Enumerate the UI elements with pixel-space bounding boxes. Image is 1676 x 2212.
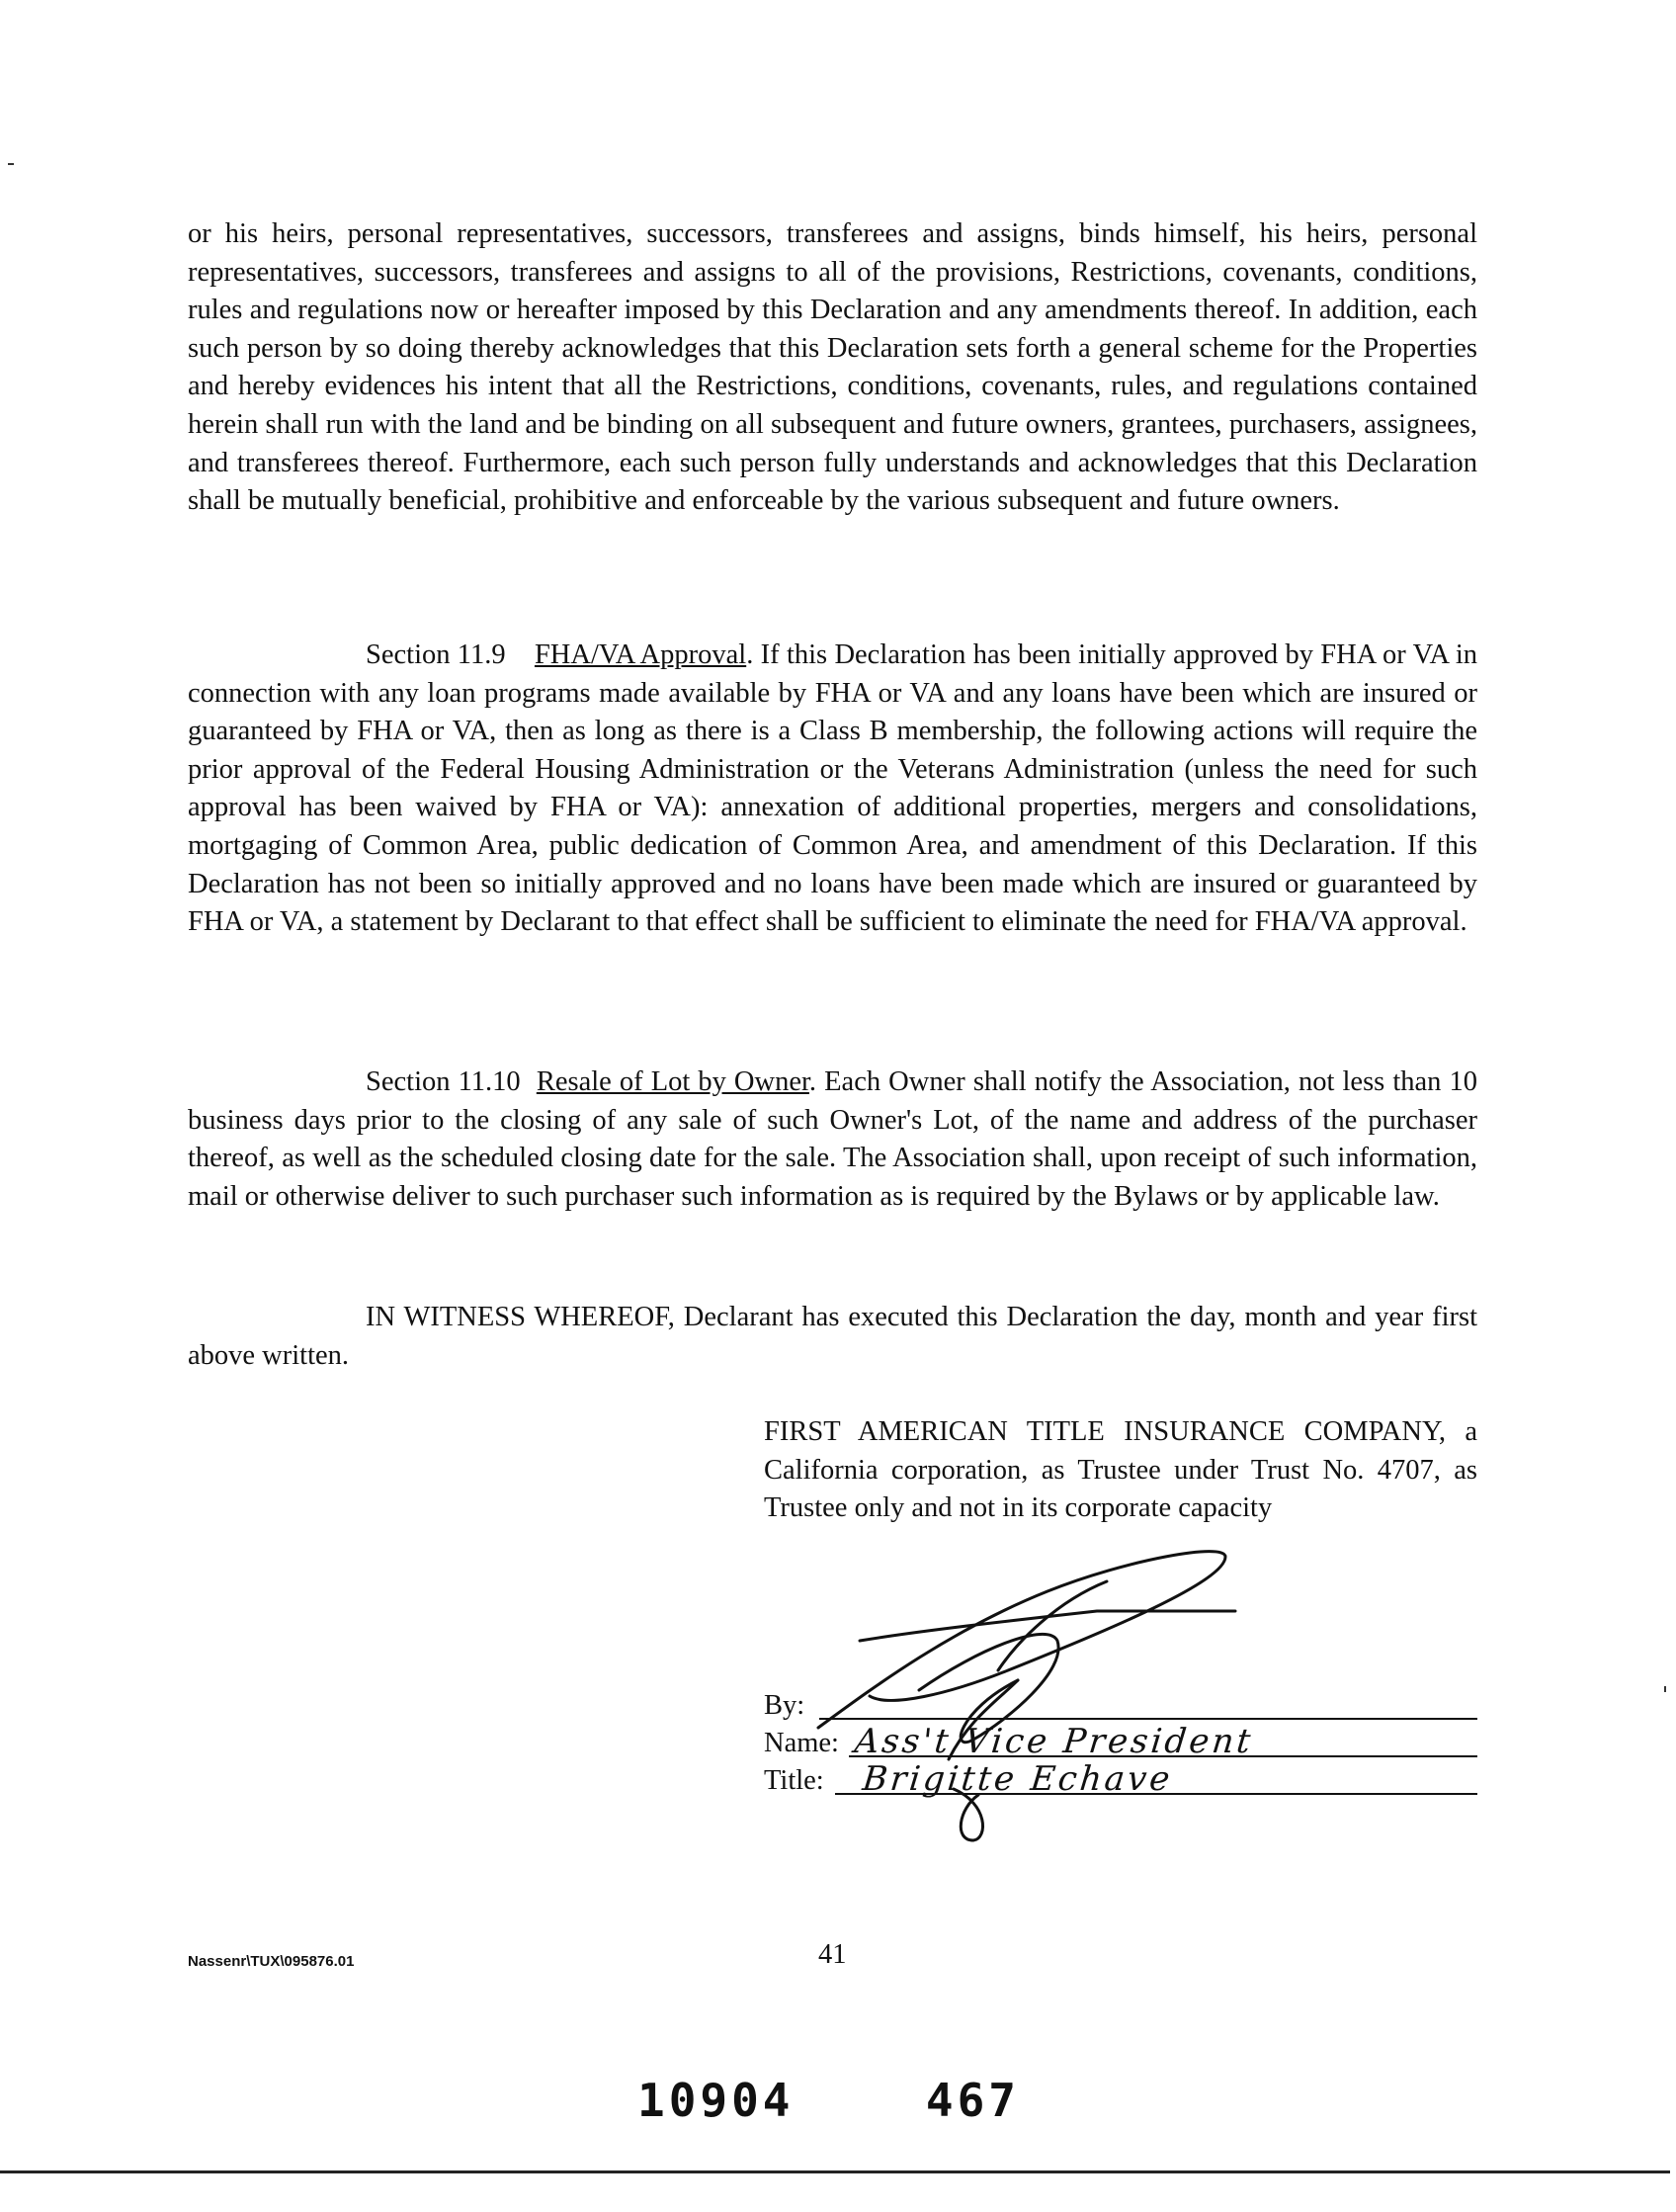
section-heading: FHA/VA Approval bbox=[534, 639, 747, 670]
by-rule bbox=[819, 1718, 1477, 1720]
name-line bbox=[764, 1724, 1477, 1763]
signatory-company: FIRST AMERICAN TITLE INSURANCE COMPANY, a California corporation, as Trustee under Trust No. 4707, as Trustee only and not in its corporate capacity bbox=[764, 1416, 1477, 1524]
paragraph-intro: or his heirs, personal representatives, successors, transferees and assigns, binds himself, his heirs, personal representatives, successors, transferees and assigns to all of the provisions, Restrictions, covenants, conditions, rules and regulations now or hereafter imposed by this Declaration and any amendments thereof. In addition, each such person by so doing thereby acknowledges that this Declaration sets forth a general scheme for the Properties and hereby evidences his intent that all the Restrictions, conditions, covenants, rules, and regulations contained herein shall run with the land and be binding on all subsequent and future owners, grantees, purchasers, assignees, and transferees thereof. Furthermore, each such person fully understands and acknowledges that this Declaration shall be mutually beneficial, prohibitive and enforceable by the various subsequent and future owners. bbox=[188, 218, 1477, 517]
recording-stamp bbox=[637, 2074, 1020, 2127]
section-number: Section 11.10 bbox=[366, 1066, 521, 1097]
signature-stroke bbox=[998, 1581, 1107, 1670]
recording-book: 10904 bbox=[637, 2074, 795, 2127]
handwritten-name: Ass't Vice President bbox=[852, 1722, 1256, 1761]
by-label: By: bbox=[764, 1690, 805, 1721]
handwritten-title: Brigitte Echave bbox=[860, 1759, 1175, 1799]
name-label: Name: bbox=[764, 1728, 839, 1758]
section-body: . If this Declaration has been initially approved by FHA or VA in connection with any loan programs made available by FHA or VA and any loans have been which are insured or guaranteed by FHA or VA, then as long as there is a Class B membership, the following actions will require the prior approval of the Federal Housing Administration or the Veterans Administration (unless the need for such approval has been waived by FHA or VA): annexation of additional properties, mergers and consolidations, mortgaging of Common Area, public dedication of Common Area, and amendment of this Declaration. If this Declaration has not been so initially approved and no loans have been made which are insured or guaranteed by FHA or VA, a statement by Declarant to that effect shall be sufficient to eliminate the need for FHA/VA approval. bbox=[188, 639, 1478, 938]
title-line bbox=[764, 1761, 1477, 1801]
section-body: . Each Owner shall notify the Association, not less than 10 business days prior to the closing of any sale of such Owner's Lot, of the name and address of the purchaser thereof, as well as the scheduled closing date for the sale. The Association shall, upon receipt of such information, mail or otherwise deliver to such purchaser such information as is required by the Bylaws or by applicable law. bbox=[188, 1066, 1477, 1212]
document-path: Nassenr\TUX\095876.01 bbox=[188, 1953, 355, 1970]
recording-page: 467 bbox=[925, 2074, 1020, 2127]
by-line bbox=[764, 1686, 1477, 1726]
title-label: Title: bbox=[764, 1765, 824, 1796]
section-heading: Resale of Lot by Owner bbox=[536, 1066, 809, 1097]
bottom-edge-line bbox=[0, 2170, 1670, 2173]
page-number: 41 bbox=[818, 1939, 847, 1970]
paragraph-witness: IN WITNESS WHEREOF, Declarant has executed this Declaration the day, month and year first above written. bbox=[188, 1302, 1477, 1371]
section-number: Section 11.9 bbox=[366, 639, 506, 670]
